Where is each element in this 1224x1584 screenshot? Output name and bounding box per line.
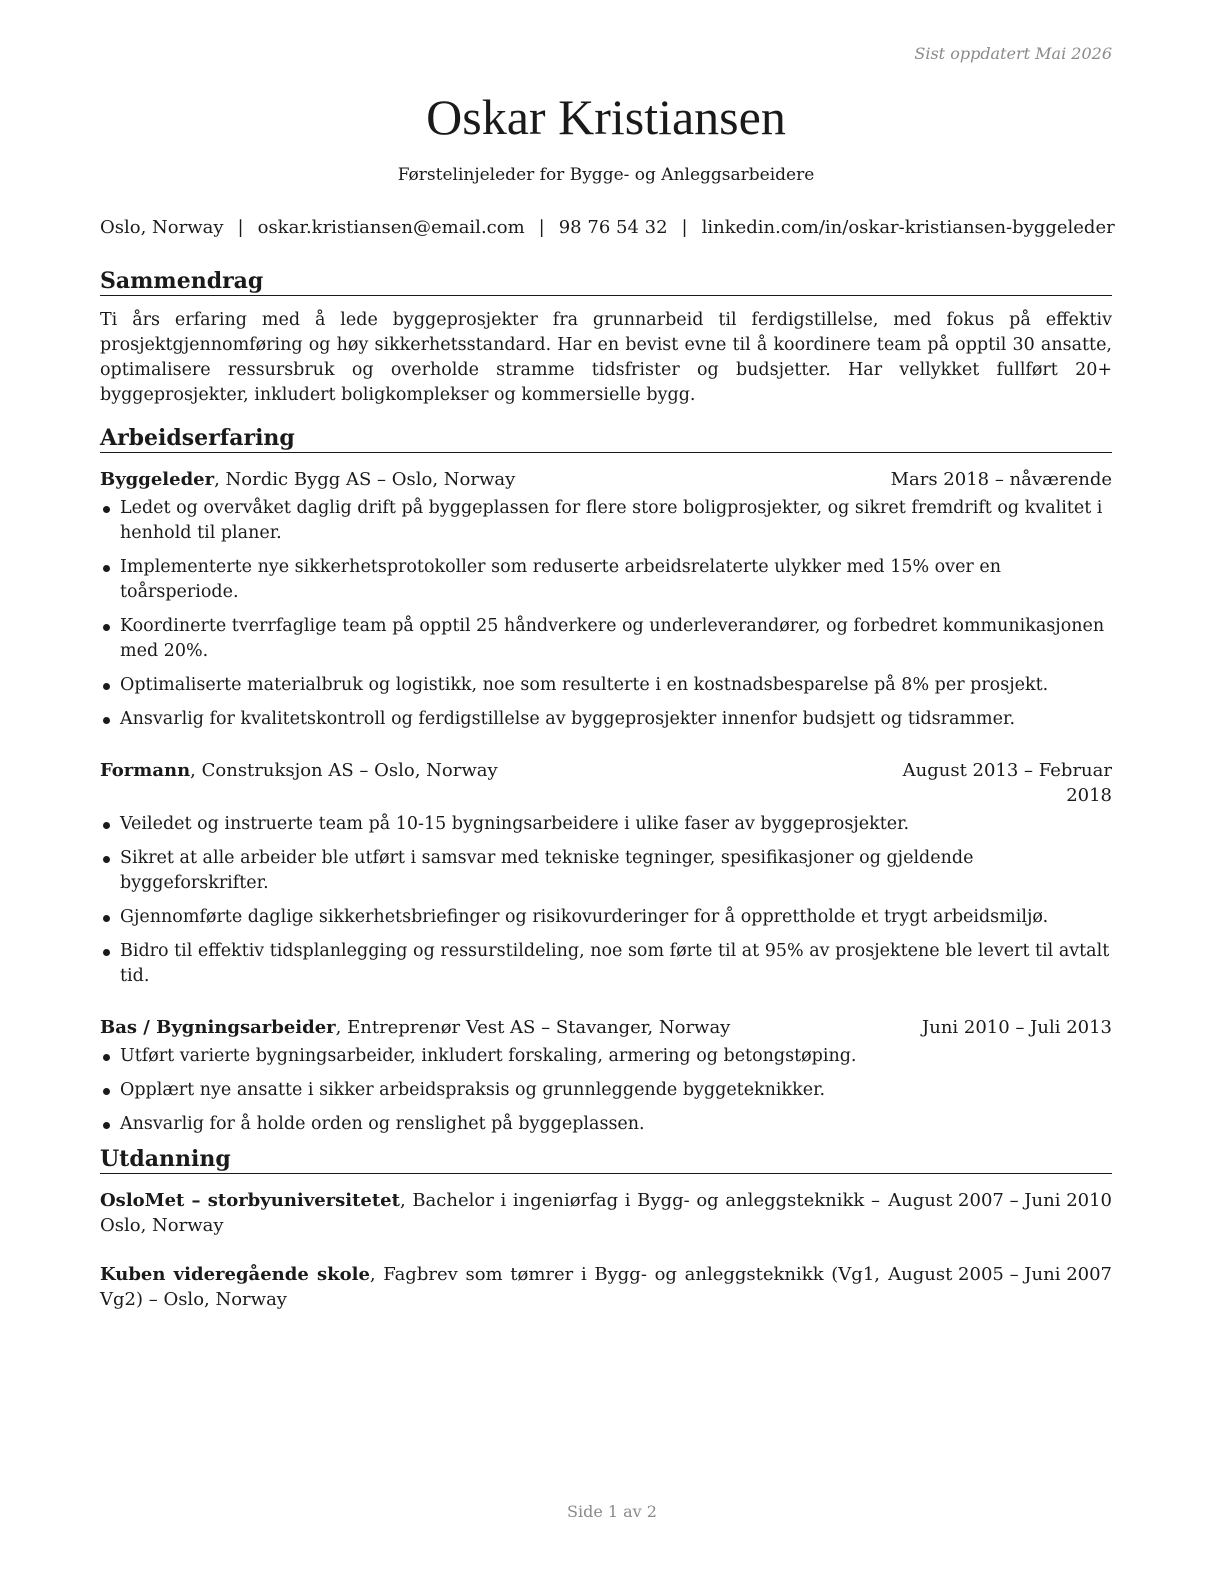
job-bullet: Implementerte nye sikkerhetsprotokoller som reduserte arbeidsrelaterte ulykker med 15% over en toårsperiode. [100, 555, 1112, 605]
contact-separator: | [681, 217, 688, 238]
experience-heading: Arbeidserfaring [100, 425, 1112, 453]
job-bullet: Ledet og overvåket daglig drift på byggeplassen for flere store boligprosjekter, og sikret fremdrift og kvalitet i henhold til planer. [100, 496, 1112, 546]
education-school: OsloMet – storbyuniversitetet [100, 1190, 400, 1211]
page-number: Side 1 av 2 [567, 1502, 657, 1521]
job-bullets [100, 812, 1112, 989]
education-dates: August 2005 – Juni 2007 [888, 1264, 1112, 1285]
job-bullets [100, 496, 1112, 732]
education-dates: August 2007 – Juni 2010 [888, 1190, 1112, 1211]
education-detail: , Bachelor i ingeniørfag i Bygg- og anleggsteknikk – Oslo, Norway [100, 1190, 880, 1236]
contact-location: Oslo, Norway [100, 217, 224, 238]
summary-text: Ti års erfaring med å lede byggeprosjekter fra grunnarbeid til ferdigstillelse, med fokus på effektiv prosjektgjennomføring og høy sikkerhetsstandard. Har en bevist evne til å koordinere team på opptil 30 ansatte, optimalisere ressursbruk og overholde stramme tidsfrister og budsjetter. Har vellykket fullført 20+ byggeprosjekter, inkludert boligkomplekser og kommersielle bygg. [100, 310, 1112, 405]
contact-phone: 98 76 54 32 [558, 217, 668, 238]
education-section [100, 1146, 1112, 1312]
job-company: , Construksjon AS – Oslo, Norway [190, 760, 498, 781]
job-dates: August 2013 – Februar 2018 [902, 760, 1112, 806]
contact-line [100, 216, 1115, 240]
contact-separator: | [237, 217, 244, 238]
education-heading: Utdanning [100, 1146, 1112, 1174]
job-entry [100, 758, 1112, 989]
contact-separator: | [538, 217, 545, 238]
job-bullet: Utført varierte bygningsarbeider, inkludert forskaling, armering og betongstøping. [100, 1044, 1112, 1069]
candidate-title: Førstelinjeleder for Bygge- og Anleggsarbeidere [397, 165, 815, 185]
job-bullet: Ansvarlig for å holde orden og renslighet på byggeplassen. [100, 1112, 1112, 1137]
job-bullet: Gjennomførte daglige sikkerhetsbriefinger og risikovurderinger for å opprettholde et trygt arbeidsmiljø. [100, 905, 1112, 930]
job-bullet: Ansvarlig for kvalitetskontroll og ferdigstillelse av byggeprosjekter innenfor budsjett og tidsrammer. [100, 707, 1112, 732]
education-entry [100, 1262, 1112, 1312]
summary-heading: Sammendrag [100, 268, 1112, 296]
job-entry [100, 467, 1112, 732]
education-school: Kuben videregående skole [100, 1264, 370, 1285]
summary-section [100, 268, 1112, 408]
contact-linkedin[interactable]: linkedin.com/in/oskar-kristiansen-byggeleder [701, 217, 1115, 238]
job-role: Byggeleder [100, 469, 215, 490]
job-dates: Juni 2010 – Juli 2013 [922, 1017, 1112, 1038]
job-dates: Mars 2018 – nåværende [890, 469, 1112, 490]
experience-section [100, 425, 1112, 1137]
job-role: Bas / Bygningsarbeider [100, 1017, 336, 1038]
job-bullet: Sikret at alle arbeider ble utført i samsvar med tekniske tegninger, spesifikasjoner og gjeldende byggeforskrifter. [100, 846, 1112, 896]
contact-email[interactable]: oskar.kristiansen@email.com [257, 217, 525, 238]
job-company: , Entreprenør Vest AS – Stavanger, Norway [335, 1017, 731, 1038]
job-bullet: Opplært nye ansatte i sikker arbeidspraksis og grunnleggende byggeteknikker. [100, 1078, 1112, 1103]
job-bullet: Veiledet og instruerte team på 10-15 bygningsarbeidere i ulike faser av byggeprosjekter. [100, 812, 1112, 837]
job-bullet: Bidro til effektiv tidsplanlegging og ressurstildeling, noe som førte til at 95% av prosjektene ble levert til avtalt tid. [100, 939, 1112, 989]
last-updated: Sist oppdatert Mai 2026 [914, 44, 1112, 63]
job-company: , Nordic Bygg AS – Oslo, Norway [214, 469, 516, 490]
job-entry [100, 1015, 1112, 1137]
job-role: Formann [100, 760, 191, 781]
education-entry [100, 1188, 1112, 1238]
candidate-name: Oskar Kristiansen [426, 89, 786, 145]
job-bullet: Koordinerte tverrfaglige team på opptil 25 håndverkere og underleverandører, og forbedret kommunikasjonen med 20%. [100, 614, 1112, 664]
job-bullet: Optimaliserte materialbruk og logistikk, noe som resulterte i en kostnadsbesparelse på 8% per prosjekt. [100, 673, 1112, 698]
job-bullets [100, 1044, 1112, 1137]
education-detail: , Fagbrev som tømrer i Bygg- og anleggsteknikk (Vg1, Vg2) – Oslo, Norway [100, 1264, 880, 1310]
